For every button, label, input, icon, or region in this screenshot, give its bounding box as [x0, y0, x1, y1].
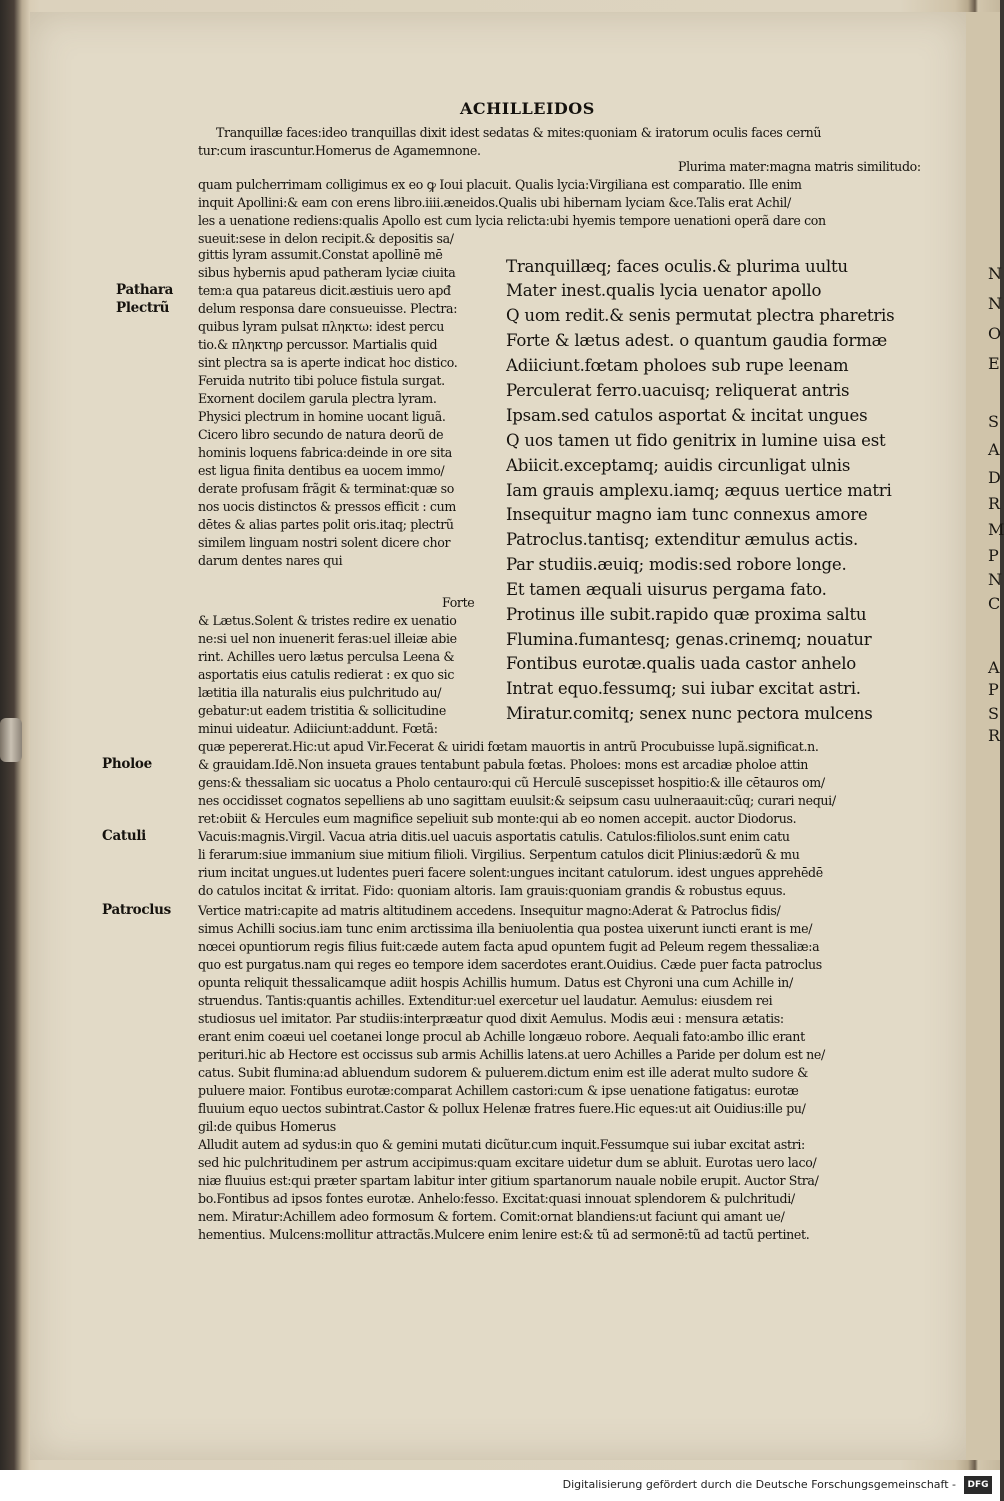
- dfg-logo: DFG: [964, 1476, 992, 1494]
- verse-line: Forte & lætus adest. o quantum gaudia formæ: [506, 331, 887, 350]
- text-line: Plurima mater:magna matris similitudo:: [678, 159, 921, 174]
- text-line: Physici plectrum in homine uocant liguã.: [198, 409, 446, 424]
- verse-line: Mater inest.qualis lycia uenator apollo: [506, 281, 822, 300]
- text-line: Vertice matri:capite ad matris altitudinem accedens. Insequitur magno:Aderat & Patroclus fidis/: [198, 903, 781, 918]
- text-line: dētes & alias partes polit oris.itaq; plectrũ: [198, 517, 454, 532]
- text-line: Feruida nutrito tibi poluce fistula surgat.: [198, 373, 445, 388]
- marginal-note: Pathara: [116, 282, 174, 298]
- text-line: Alludit autem ad sydus:in quo & gemini mutati dicũtur.cum inquit.Fessumque sui iubar excitat astri:: [198, 1137, 805, 1152]
- marginal-note: Plectrũ: [116, 300, 170, 316]
- book-page: [30, 12, 966, 1460]
- text-line: opunta reliquit thessalicamque adiit hospis Achillis humum. Datus est Chyroni una cum Achille in/: [198, 975, 793, 990]
- text-line: Exornent docilem garula plectra lyram.: [198, 391, 437, 406]
- verse-line: Miratur.comitq; senex nunc pectora mulcens: [506, 704, 873, 723]
- marginal-note: Patroclus: [102, 902, 171, 918]
- verse-line: Ipsam.sed catulos asportat & incitat ungues: [506, 406, 868, 425]
- text-line: similem linguam nostri solent dicere chor: [198, 535, 451, 550]
- facing-page-edge: [966, 12, 1004, 1460]
- text-line: derate profusam frãgit & terminat:quæ so: [198, 481, 454, 496]
- text-line: studiosus uel imitator. Par studiis:interpræatur quod dixit Aemulus. Modis æui : mensura ætatis:: [198, 1011, 784, 1026]
- text-line: sibus hybernis apud patheram lyciæ ciuita: [198, 265, 456, 280]
- text-line: perituri.hic ab Hectore est occissus sub armis Achillis latens.at uero Achilles a Paride per dolum est ne/: [198, 1047, 825, 1062]
- text-line: est ligua finita dentibus ea uocem immo/: [198, 463, 445, 478]
- edge-glyph: D: [988, 468, 1001, 487]
- text-line: lætitia illa naturalis eius pulchritudo au/: [198, 685, 442, 700]
- text-line: nes occidisset cognatos sepelliens ab uno sagittam euulsit:& seipsum casu uulneraauit:cũq; curari nequi/: [198, 793, 836, 808]
- verse-line: Adiiciunt.fœtam pholoes sub rupe leenam: [506, 356, 849, 375]
- edge-glyph: E: [988, 354, 1000, 373]
- text-line: rium incitat ungues.ut ludentes pueri facere solent:ungues incitant catulorum. idest ungues apprehēdē: [198, 865, 823, 880]
- edge-glyph: C: [988, 594, 1001, 613]
- edge-glyph: P: [988, 680, 999, 699]
- verse-line: Intrat equo.fessumq; sui iubar excitat astri.: [506, 679, 861, 698]
- text-line: quo est purgatus.nam qui reges eo tempore idem sacerdotes erant.Ouidius. Cæde puer facta patroclus: [198, 957, 822, 972]
- text-line: hementius. Mulcens:mollitur attractãs.Mulcere enim lenire est:& tũ ad sermonē:tũ ad tactũ pertinet.: [198, 1227, 810, 1242]
- edge-glyph: N: [988, 294, 1002, 313]
- verse-line: Protinus ille subit.rapido quæ proxima saltu: [506, 605, 867, 624]
- text-line: ret:obiit & Hercules eum magnifice sepeliuit sub monte:qui ab eo nomen accepit. auctor Diodorus.: [198, 811, 797, 826]
- text-line: & grauidam.Idē.Non insueta graues tentabunt pabula fœtas. Pholoes: mons est arcadiæ pholoe attin: [198, 757, 809, 772]
- text-line: sint plectra sa is aperte indicat hoc distico.: [198, 355, 458, 370]
- text-line: Cicero libro secundo de natura deorũ de: [198, 427, 444, 442]
- text-line: gittis lyram assumit.Constat apollinē mē: [198, 247, 443, 262]
- edge-glyph: M: [988, 520, 1004, 539]
- text-line: gebatur:ut eadem tristitia & sollicitudine: [198, 703, 446, 718]
- verse-line: Perculerat ferro.uacuisq; reliquerat antris: [506, 381, 850, 400]
- text-line: & Lætus.Solent & tristes redire ex uenatio: [198, 613, 457, 628]
- text-line: tur:cum irascuntur.Homerus de Agamemnone.: [198, 143, 481, 158]
- text-line: li ferarum:siue immanium siue mitium filioli. Virgilius. Serpentum catulos dicit Plinius:ædorũ & mu: [198, 847, 800, 862]
- text-line: niæ fluuius est:qui præter spartam labitur inter gitium spartanorum nauale nobile erupit. Auctor Stra/: [198, 1173, 819, 1188]
- funding-credit: Digitalisierung gefördert durch die Deutsche Forschungsgemeinschaft -: [562, 1478, 956, 1491]
- text-line: gil:de quibus Homerus: [198, 1119, 336, 1134]
- edge-glyph: R: [988, 726, 1001, 745]
- text-line: quæ pepererat.Hic:ut apud Vir.Fecerat & uiridi fœtam mauortis in antrũ Procubuisse lupã.significat.n.: [198, 739, 819, 754]
- verse-line: Et tamen æquali uisurus pergama fato.: [506, 580, 827, 599]
- running-title: ACHILLEIDOS: [460, 99, 595, 118]
- verse-line: Q uos tamen ut fido genitrix in lumine uisa est: [506, 431, 886, 450]
- text-line: Vacuis:magnis.Virgil. Vacua atria ditis.uel uacuis asportatis catulis. Catulos:filiolos.sunt enim catu: [198, 829, 790, 844]
- text-line: nœcei opuntiorum regis filius fuit:cæde autem facta apud opuntem fugit ad Peleum regem thessaliæ:a: [198, 939, 820, 954]
- text-line: tem:a qua patareus dicit.æstiuis uero apđ: [198, 283, 451, 298]
- edge-glyph: R: [988, 494, 1001, 513]
- edge-glyph: A: [988, 440, 1000, 459]
- verse-line: Fontibus eurotæ.qualis uada castor anhelo: [506, 654, 857, 673]
- verse-line: Iam grauis amplexu.iamq; æquus uertice matri: [506, 481, 892, 500]
- edge-glyph: N: [988, 264, 1002, 283]
- edge-glyph: O: [988, 324, 1002, 343]
- edge-glyph: S: [988, 412, 999, 431]
- text-line: sueuit:sese in delon recipit.& depositis sa/: [198, 231, 454, 246]
- text-line: asportatis eius catulis redierat : ex quo sic: [198, 667, 455, 682]
- text-line: nos uocis distinctos & pressos efficit : cum: [198, 499, 456, 514]
- verse-line: Flumina.fumantesq; genas.crinemq; nouatur: [506, 630, 872, 649]
- text-line: puluere maior. Fontibus eurotæ:comparat Achillem castori:cum & ipse uenatione fatigatus: eurotæ: [198, 1083, 799, 1098]
- text-line: erant enim coæui uel coetanei longe procul ab Achille longæuo robore. Aequali fato:ambo illic erant: [198, 1029, 805, 1044]
- text-line: Forte: [442, 595, 475, 610]
- text-line: do catulos incitat & irritat. Fido: quoniam altoris. Iam grauis:quoniam grandis & robustus equus.: [198, 883, 786, 898]
- marginal-note: Pholoe: [102, 756, 152, 772]
- edge-glyph: P: [988, 546, 999, 565]
- verse-line: Q uom redit.& senis permutat plectra pharetris: [506, 306, 895, 325]
- text-line: les a uenatione rediens:qualis Apollo est cum lycia relicta:ubi hyemis tempore uenationi operã dare con: [198, 213, 826, 228]
- text-line: catus. Subit flumina:ad abluendum sudorem & puluerem.dictum enim est ille aderat multo sudore &: [198, 1065, 809, 1080]
- edge-glyph: S: [988, 704, 999, 723]
- text-line: rint. Achilles uero lætus perculsa Leena &: [198, 649, 455, 664]
- verse-line: Abiicit.exceptamq; auidis circunligat ulnis: [506, 456, 851, 475]
- text-line: quam pulcherrimam colligimus ex eo ꝙ Ioui placuit. Qualis lycia:Virgiliana est comparatio. Ille enim: [198, 177, 802, 192]
- text-line: Tranquillæ faces:ideo tranquillas dixit idest sedatas & mites:quoniam & iratorum oculis faces cernũ: [216, 125, 822, 140]
- text-line: simus Achilli socius.iam tunc enim arctissima illa beniuolentia qua postea uixerunt iuncti erant is me/: [198, 921, 813, 936]
- text-line: darum dentes nares qui: [198, 553, 343, 568]
- verse-line: Tranquillæq; faces oculis.& plurima uultu: [506, 257, 848, 276]
- footer-bar: [0, 1470, 1000, 1501]
- text-line: inquit Apollini:& eam con erens libro.iiii.æneidos.Qualis ubi hibernam lyciam &ce.Talis erat Achil/: [198, 195, 791, 210]
- edge-glyph: A: [988, 658, 1000, 677]
- verse-line: Par studiis.æuiq; modis:sed robore longe.: [506, 555, 847, 574]
- text-line: nem. Miratur:Achillem adeo formosum & fortem. Comit:ornat blandiens:ut faciunt qui amant ue/: [198, 1209, 785, 1224]
- edge-glyph: N: [988, 570, 1002, 589]
- marginal-note: Catuli: [102, 828, 146, 844]
- text-line: quibus lyram pulsat πληκτω: idest percu: [198, 319, 444, 334]
- text-line: fluuium equo uectos subintrat.Castor & pollux Helenæ fratres fuere.Hic eques:ut ait Ouidius:ille pu/: [198, 1101, 806, 1116]
- text-line: struendus. Tantis:quantis achilles. Extenditur:uel exercetur uel laudatur. Aemulus: eiusdem rei: [198, 993, 773, 1008]
- text-line: sed hic pulchritudinem per astrum accipimus:quam excitare uidetur dum se abluit. Eurotas uero laco/: [198, 1155, 817, 1170]
- text-line: delum responsa dare consueuisse. Plectra:: [198, 301, 458, 316]
- book-clip: [0, 718, 22, 762]
- text-line: minui uideatur. Adiiciunt:addunt. Fœtã:: [198, 721, 438, 736]
- verse-line: Patroclus.tantisq; extenditur æmulus actis.: [506, 530, 859, 549]
- text-line: tio.& πληκτηρ percussor. Martialis quid: [198, 337, 438, 352]
- text-line: bo.Fontibus ad ipsos fontes eurotæ. Anhelo:fesso. Excitat:quasi innouat splendorem & pulchritudi/: [198, 1191, 795, 1206]
- verse-line: Insequitur magno iam tunc connexus amore: [506, 505, 868, 524]
- text-line: gens:& thessaliam sic uocatus a Pholo centauro:qui cũ Herculē suscepisset hospitio:& ille cētauros om/: [198, 775, 825, 790]
- text-line: hominis loquens fabrica:deinde in ore sita: [198, 445, 452, 460]
- text-line: ne:si uel non inuenerit feras:uel illeiæ abie: [198, 631, 457, 646]
